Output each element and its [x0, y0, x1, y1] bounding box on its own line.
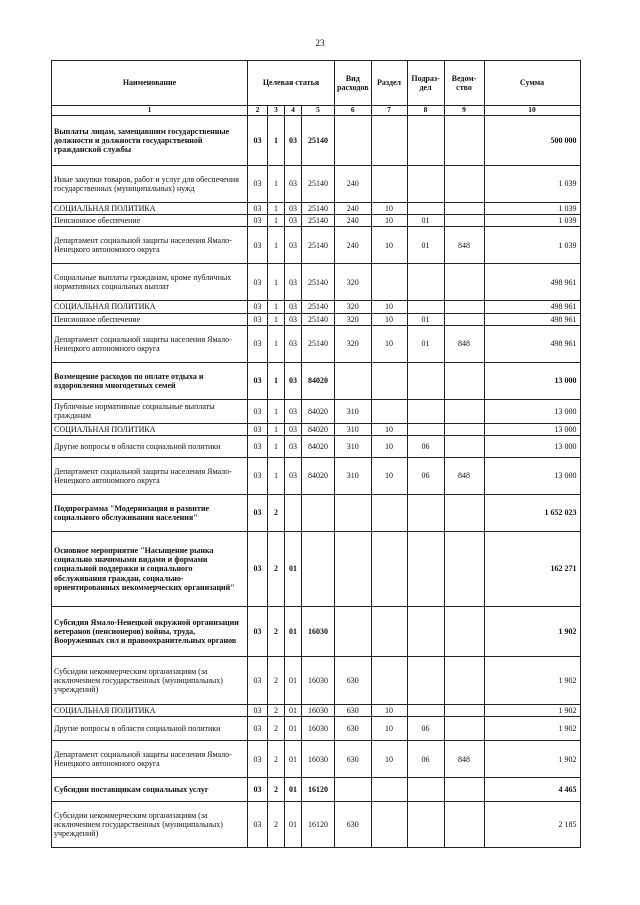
col-number: 6: [335, 106, 372, 116]
row-subprogram: 2: [268, 704, 285, 716]
row-activity: 03: [285, 203, 302, 215]
row-sum: 498 961: [484, 301, 580, 313]
row-sum: 498 961: [484, 313, 580, 325]
row-subsection: [407, 203, 444, 215]
row-sum: 162 271: [484, 531, 580, 606]
row-program: 03: [248, 494, 268, 531]
row-department: [444, 301, 484, 313]
row-activity: 03: [285, 215, 302, 227]
row-subprogram: 1: [268, 203, 285, 215]
row-subsection: [407, 704, 444, 716]
table-row: [52, 215, 581, 227]
row-program: 03: [248, 399, 268, 423]
row-department: [444, 362, 484, 399]
row-name: Субсидии поставщикам социальных услуг: [52, 778, 248, 802]
row-expense-type: 320: [335, 313, 372, 325]
table-row: [52, 531, 581, 606]
row-department: [444, 656, 484, 704]
row-section: 10: [371, 313, 407, 325]
row-sum: 1 902: [484, 741, 580, 778]
row-name: Другие вопросы в области социальной политики: [52, 435, 248, 457]
row-subprogram: 1: [268, 215, 285, 227]
row-expense-type: 310: [335, 457, 372, 494]
row-section: 10: [371, 435, 407, 457]
row-name: Департамент социальной защиты населения Ямало-Ненецкого автономного округа: [52, 457, 248, 494]
row-section: [371, 166, 407, 203]
row-direction: 84020: [302, 423, 335, 435]
table-row: [52, 264, 581, 301]
row-activity: 03: [285, 362, 302, 399]
row-section: [371, 264, 407, 301]
col-number: 10: [484, 106, 580, 116]
row-subprogram: 1: [268, 264, 285, 301]
table-row: [52, 399, 581, 423]
table-row: [52, 362, 581, 399]
row-name: Пенсионное обеспечение: [52, 313, 248, 325]
row-section: 10: [371, 301, 407, 313]
row-section: [371, 531, 407, 606]
row-expense-type: [335, 606, 372, 656]
row-subprogram: 1: [268, 166, 285, 203]
row-expense-type: 310: [335, 399, 372, 423]
col-number: 4: [285, 106, 302, 116]
col-number: 2: [248, 106, 268, 116]
row-subprogram: 1: [268, 423, 285, 435]
row-department: [444, 215, 484, 227]
row-expense-type: 240: [335, 166, 372, 203]
row-department: 848: [444, 457, 484, 494]
row-subsection: [407, 166, 444, 203]
row-expense-type: [335, 778, 372, 802]
row-department: [444, 313, 484, 325]
row-expense-type: 310: [335, 435, 372, 457]
row-expense-type: 630: [335, 802, 372, 848]
row-program: 03: [248, 362, 268, 399]
row-subsection: [407, 399, 444, 423]
row-activity: 01: [285, 741, 302, 778]
row-subsection: 06: [407, 741, 444, 778]
row-activity: 03: [285, 301, 302, 313]
row-section: [371, 399, 407, 423]
row-expense-type: 240: [335, 215, 372, 227]
row-direction: 84020: [302, 362, 335, 399]
table-row: [52, 494, 581, 531]
row-activity: [285, 494, 302, 531]
row-activity: 03: [285, 264, 302, 301]
row-department: 848: [444, 227, 484, 264]
table-row: [52, 656, 581, 704]
row-sum: 498 961: [484, 325, 580, 362]
row-activity: 03: [285, 457, 302, 494]
row-name: Публичные нормативные социальные выплаты гражданам: [52, 399, 248, 423]
row-department: [444, 166, 484, 203]
row-name: Социальные выплаты гражданам, кроме публичных нормативных социальных выплат: [52, 264, 248, 301]
row-program: 03: [248, 227, 268, 264]
row-subprogram: 1: [268, 313, 285, 325]
table-row: [52, 423, 581, 435]
row-program: 03: [248, 717, 268, 741]
row-name: Иные закупки товаров, работ и услуг для обеспечения государственных (муниципальных) нужд: [52, 166, 248, 203]
row-section: [371, 606, 407, 656]
row-program: 03: [248, 531, 268, 606]
row-activity: 03: [285, 325, 302, 362]
col-number: 7: [371, 106, 407, 116]
row-subprogram: 2: [268, 606, 285, 656]
table-row: [52, 301, 581, 313]
table-row: [52, 802, 581, 848]
row-direction: 16030: [302, 704, 335, 716]
row-sum: 13 000: [484, 362, 580, 399]
row-expense-type: 310: [335, 423, 372, 435]
row-program: 03: [248, 423, 268, 435]
col-number: 3: [268, 106, 285, 116]
row-name: СОЦИАЛЬНАЯ ПОЛИТИКА: [52, 203, 248, 215]
row-sum: 498 961: [484, 264, 580, 301]
row-subsection: 06: [407, 435, 444, 457]
row-subsection: 01: [407, 313, 444, 325]
row-activity: 03: [285, 313, 302, 325]
row-activity: 01: [285, 531, 302, 606]
col-number: 9: [444, 106, 484, 116]
row-section: [371, 802, 407, 848]
header-expense-type: Вид расходов: [335, 61, 372, 106]
row-department: [444, 717, 484, 741]
row-activity: 03: [285, 116, 302, 166]
row-activity: 01: [285, 606, 302, 656]
table-row: [52, 606, 581, 656]
row-subsection: [407, 531, 444, 606]
row-name: Субсидии некоммерческим организациям (за исключением государственных (муниципальных) учреждений): [52, 656, 248, 704]
table-row: [52, 313, 581, 325]
row-subsection: 06: [407, 457, 444, 494]
row-subprogram: 2: [268, 741, 285, 778]
col-number: 1: [52, 106, 248, 116]
row-subsection: [407, 362, 444, 399]
row-activity: 03: [285, 399, 302, 423]
row-subprogram: 1: [268, 399, 285, 423]
row-program: 03: [248, 457, 268, 494]
row-direction: 16030: [302, 656, 335, 704]
row-activity: 01: [285, 704, 302, 716]
row-expense-type: 630: [335, 656, 372, 704]
header-section: Раздел: [371, 61, 407, 106]
row-expense-type: [335, 362, 372, 399]
header-department: Ведом-ство: [444, 61, 484, 106]
row-department: [444, 802, 484, 848]
row-expense-type: 240: [335, 227, 372, 264]
row-subprogram: 2: [268, 656, 285, 704]
row-sum: 1 902: [484, 704, 580, 716]
row-subsection: [407, 802, 444, 848]
row-direction: 25140: [302, 116, 335, 166]
row-department: [444, 116, 484, 166]
table-row: [52, 203, 581, 215]
row-name: Подпрограмма "Модернизация и развитие социального обслуживания населения": [52, 494, 248, 531]
row-sum: 1 039: [484, 203, 580, 215]
row-subprogram: 2: [268, 778, 285, 802]
row-department: 848: [444, 325, 484, 362]
row-subprogram: 2: [268, 494, 285, 531]
row-department: [444, 704, 484, 716]
row-direction: 25140: [302, 203, 335, 215]
row-section: [371, 656, 407, 704]
row-expense-type: [335, 116, 372, 166]
row-sum: 1 902: [484, 606, 580, 656]
column-number-row: [52, 106, 581, 116]
row-subprogram: 1: [268, 457, 285, 494]
row-expense-type: [335, 531, 372, 606]
row-subprogram: 1: [268, 301, 285, 313]
row-sum: 2 185: [484, 802, 580, 848]
row-subprogram: 2: [268, 717, 285, 741]
row-sum: 13 000: [484, 399, 580, 423]
row-subsection: [407, 656, 444, 704]
row-program: 03: [248, 301, 268, 313]
row-section: [371, 494, 407, 531]
row-name: Субсидия Ямало-Ненецкой окружной организации ветеранов (пенсионеров) войны, труда, Вооруженных сил и правоохранительных органов: [52, 606, 248, 656]
row-subsection: 01: [407, 227, 444, 264]
row-subprogram: 1: [268, 227, 285, 264]
row-activity: 03: [285, 166, 302, 203]
row-expense-type: 630: [335, 704, 372, 716]
row-direction: 25140: [302, 325, 335, 362]
row-expense-type: 240: [335, 203, 372, 215]
row-name: Департамент социальной защиты населения Ямало-Ненецкого автономного округа: [52, 741, 248, 778]
table-row: [52, 741, 581, 778]
row-section: 10: [371, 717, 407, 741]
row-subsection: [407, 423, 444, 435]
row-expense-type: [335, 494, 372, 531]
row-direction: 84020: [302, 399, 335, 423]
row-sum: 500 000: [484, 116, 580, 166]
row-section: [371, 362, 407, 399]
page-number: 23: [315, 38, 325, 48]
header-name: Наименование: [52, 61, 248, 106]
row-activity: 03: [285, 435, 302, 457]
row-expense-type: 320: [335, 264, 372, 301]
row-subsection: [407, 606, 444, 656]
row-direction: [302, 494, 335, 531]
row-direction: 84020: [302, 457, 335, 494]
row-direction: 25140: [302, 264, 335, 301]
row-name: Департамент социальной защиты населения Ямало-Ненецкого автономного округа: [52, 325, 248, 362]
row-sum: 1 039: [484, 215, 580, 227]
row-subprogram: 1: [268, 325, 285, 362]
table-row: [52, 717, 581, 741]
row-direction: 16120: [302, 802, 335, 848]
row-program: 03: [248, 116, 268, 166]
row-name: Возмещение расходов по оплате отдыха и оздоровления многодетных семей: [52, 362, 248, 399]
table-row: [52, 227, 581, 264]
row-name: Основное мероприятие "Насыщение рынка социально значимыми видами и формами социальной поддержки и социального обслуживания граждан, социально-ориентированных некоммерческих организаций": [52, 531, 248, 606]
row-program: 03: [248, 656, 268, 704]
row-direction: 25140: [302, 166, 335, 203]
row-department: [444, 264, 484, 301]
row-department: [444, 531, 484, 606]
row-section: 10: [371, 741, 407, 778]
row-activity: 01: [285, 802, 302, 848]
row-department: [444, 778, 484, 802]
row-department: [444, 203, 484, 215]
col-number: 5: [302, 106, 335, 116]
header-subsection: Подраз-дел: [407, 61, 444, 106]
row-sum: 1 902: [484, 656, 580, 704]
row-sum: 1 039: [484, 166, 580, 203]
row-program: 03: [248, 802, 268, 848]
row-program: 03: [248, 325, 268, 362]
row-section: [371, 778, 407, 802]
row-activity: 03: [285, 227, 302, 264]
row-program: 03: [248, 166, 268, 203]
row-direction: 16030: [302, 717, 335, 741]
row-name: Выплаты лицам, замещавшим государственные должности и должности государственной гражданской службы: [52, 116, 248, 166]
row-activity: 03: [285, 423, 302, 435]
row-program: 03: [248, 778, 268, 802]
budget-table: [51, 60, 581, 848]
row-direction: 25140: [302, 301, 335, 313]
header-sum: Сумма: [484, 61, 580, 106]
row-program: 03: [248, 215, 268, 227]
row-department: [444, 399, 484, 423]
row-program: 03: [248, 264, 268, 301]
row-name: СОЦИАЛЬНАЯ ПОЛИТИКА: [52, 301, 248, 313]
row-section: 10: [371, 457, 407, 494]
row-department: 848: [444, 741, 484, 778]
row-section: 10: [371, 227, 407, 264]
row-section: [371, 116, 407, 166]
row-activity: 01: [285, 778, 302, 802]
row-direction: 16030: [302, 741, 335, 778]
table-row: [52, 325, 581, 362]
header-target-article: Целевая статья: [248, 61, 335, 106]
row-expense-type: 320: [335, 325, 372, 362]
row-activity: 01: [285, 717, 302, 741]
table-row: [52, 704, 581, 716]
row-name: Субсидии некоммерческим организациям (за исключением государственных (муниципальных) учреждений): [52, 802, 248, 848]
row-subsection: [407, 301, 444, 313]
row-direction: 84020: [302, 435, 335, 457]
row-expense-type: 630: [335, 717, 372, 741]
row-section: 10: [371, 704, 407, 716]
row-expense-type: 630: [335, 741, 372, 778]
row-program: 03: [248, 606, 268, 656]
row-expense-type: 320: [335, 301, 372, 313]
row-sum: 1 652 023: [484, 494, 580, 531]
row-name: Другие вопросы в области социальной политики: [52, 717, 248, 741]
row-direction: 25140: [302, 313, 335, 325]
row-subsection: [407, 494, 444, 531]
row-name: СОЦИАЛЬНАЯ ПОЛИТИКА: [52, 423, 248, 435]
row-name: Пенсионное обеспечение: [52, 215, 248, 227]
row-department: [444, 423, 484, 435]
row-sum: 13 000: [484, 435, 580, 457]
row-subprogram: 1: [268, 116, 285, 166]
row-direction: 16120: [302, 778, 335, 802]
row-section: 10: [371, 423, 407, 435]
table-row: [52, 778, 581, 802]
col-number: 8: [407, 106, 444, 116]
row-subsection: [407, 778, 444, 802]
table-row: [52, 457, 581, 494]
row-direction: 25140: [302, 227, 335, 264]
row-sum: 1 039: [484, 227, 580, 264]
row-subsection: 01: [407, 215, 444, 227]
row-sum: 1 902: [484, 717, 580, 741]
table-row: [52, 435, 581, 457]
row-section: 10: [371, 215, 407, 227]
row-section: 10: [371, 325, 407, 362]
row-subsection: [407, 116, 444, 166]
row-department: [444, 606, 484, 656]
row-subprogram: 1: [268, 435, 285, 457]
row-sum: 4 465: [484, 778, 580, 802]
row-department: [444, 494, 484, 531]
row-sum: 13 000: [484, 457, 580, 494]
row-direction: 16030: [302, 606, 335, 656]
row-subprogram: 2: [268, 531, 285, 606]
row-program: 03: [248, 435, 268, 457]
row-direction: 25140: [302, 215, 335, 227]
row-department: [444, 435, 484, 457]
row-subprogram: 1: [268, 362, 285, 399]
row-subprogram: 2: [268, 802, 285, 848]
row-program: 03: [248, 203, 268, 215]
row-name: СОЦИАЛЬНАЯ ПОЛИТИКА: [52, 704, 248, 716]
row-subsection: 06: [407, 717, 444, 741]
row-section: 10: [371, 203, 407, 215]
table-row: [52, 116, 581, 166]
row-program: 03: [248, 704, 268, 716]
row-sum: 13 000: [484, 423, 580, 435]
row-subsection: 01: [407, 325, 444, 362]
table-row: [52, 166, 581, 203]
row-name: Департамент социальной защиты населения Ямало-Ненецкого автономного округа: [52, 227, 248, 264]
row-direction: [302, 531, 335, 606]
row-subsection: [407, 264, 444, 301]
row-program: 03: [248, 313, 268, 325]
row-activity: 01: [285, 656, 302, 704]
row-program: 03: [248, 741, 268, 778]
